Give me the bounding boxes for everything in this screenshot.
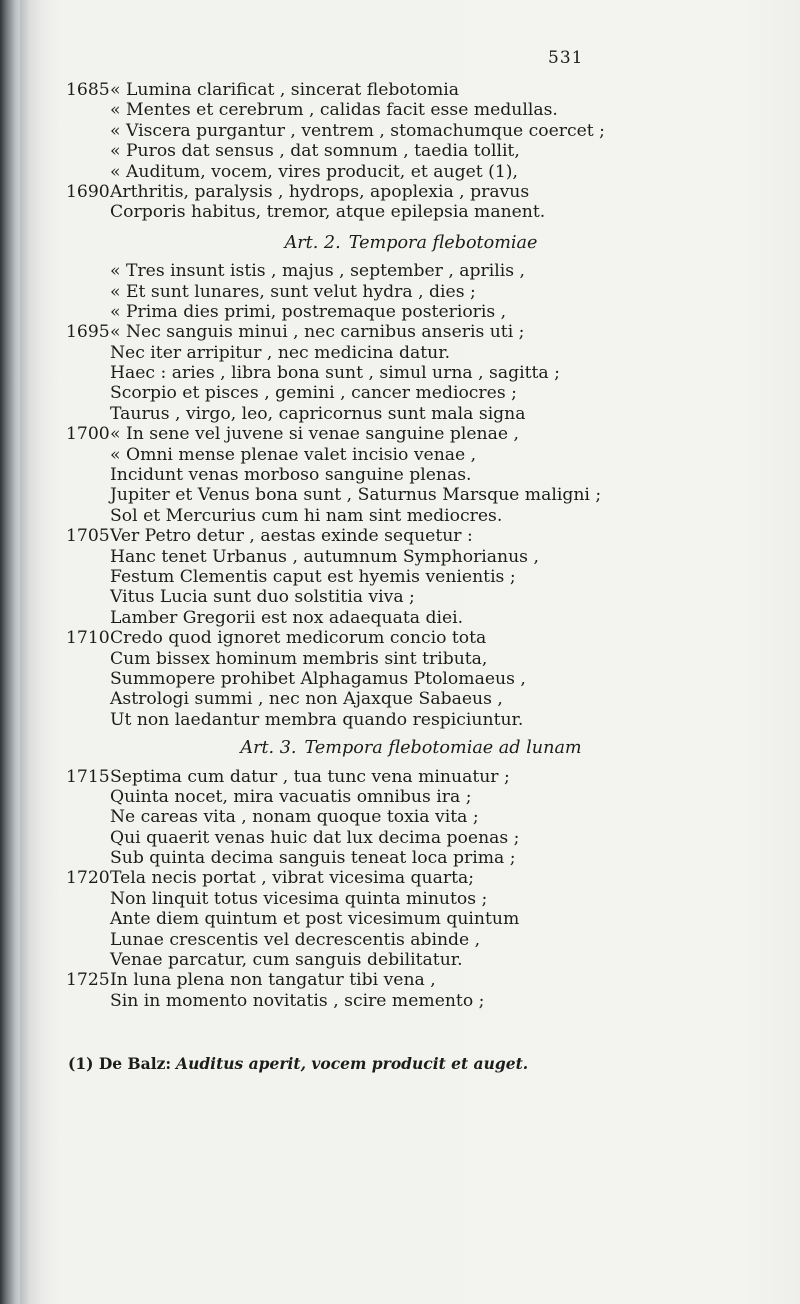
verse-line bbox=[66, 363, 756, 383]
verse-line bbox=[66, 202, 756, 222]
verse-line bbox=[66, 506, 756, 526]
section-heading bbox=[66, 738, 756, 758]
verse-text: Lunae crescentis vel decrescentis abinde , bbox=[110, 929, 481, 950]
footnote-text: Auditus aperit, vocem producit et auget. bbox=[176, 1054, 529, 1073]
verse-text: Ver Petro detur , aestas exinde sequetur : bbox=[110, 526, 473, 547]
verse-text: Non linquit totus vicesima quinta minutos ; bbox=[110, 888, 488, 909]
verse-line bbox=[66, 80, 756, 100]
verse-line bbox=[66, 343, 756, 363]
verse-text: Ut non laedantur membra quando respiciuntur. bbox=[110, 709, 524, 730]
verse-text: Corporis habitus, tremor, atque epilepsia manent. bbox=[110, 202, 546, 223]
binding-shadow bbox=[20, 0, 42, 1304]
line-number bbox=[66, 445, 110, 465]
footnote bbox=[68, 1054, 528, 1073]
line-number bbox=[66, 465, 110, 485]
line-number bbox=[66, 787, 110, 807]
verse-line bbox=[66, 669, 756, 689]
verse-text: Hanc tenet Urbanus , autumnum Symphorianus , bbox=[110, 546, 539, 567]
verse-text: Venae parcatur, cum sanguis debilitatur. bbox=[110, 950, 463, 971]
section-heading-title: Tempora flebotomiae bbox=[348, 232, 538, 253]
line-number: 1715 bbox=[66, 766, 110, 787]
verse-line bbox=[66, 828, 756, 848]
verse-text: Arthritis, paralysis , hydrops, apoplexia , pravus bbox=[110, 181, 530, 202]
verse-text: Incidunt venas morboso sanguine plenas. bbox=[110, 465, 472, 486]
verse-line bbox=[66, 767, 756, 787]
verse-text: « Viscera purgantur , ventrem , stomachumque coercet ; bbox=[110, 120, 605, 141]
verse-text: Ne careas vita , nonam quoque toxia vita ; bbox=[110, 807, 479, 828]
verse-line bbox=[66, 587, 756, 607]
verse-line bbox=[66, 628, 756, 648]
line-number bbox=[66, 302, 110, 322]
verse-line bbox=[66, 710, 756, 730]
poem-text bbox=[66, 80, 756, 1011]
verse-text: « Prima dies primi, postremaque posterioris , bbox=[110, 301, 507, 322]
verse-text: Cum bissex hominum membris sint tributa, bbox=[110, 648, 488, 669]
verse-text: Quinta nocet, mira vacuatis omnibus ira ; bbox=[110, 786, 472, 807]
verse-text: Astrologi summi , nec non Ajaxque Sabaeus , bbox=[110, 689, 503, 710]
verse-line bbox=[66, 526, 756, 546]
verse-line bbox=[66, 848, 756, 868]
verse-text: Sin in momento novitatis , scire memento ; bbox=[110, 990, 485, 1011]
verse-line bbox=[66, 807, 756, 827]
verse-line bbox=[66, 649, 756, 669]
verse-line bbox=[66, 567, 756, 587]
section-heading-label: Art. 2. bbox=[284, 232, 341, 253]
line-number: 1685 bbox=[66, 80, 110, 100]
line-number bbox=[66, 282, 110, 302]
verse-text: Jupiter et Venus bona sunt , Saturnus Marsque maligni ; bbox=[110, 485, 602, 506]
line-number: 1695 bbox=[66, 322, 110, 343]
verse-text: « Et sunt lunares, sunt velut hydra , dies ; bbox=[110, 281, 476, 302]
verse-line bbox=[66, 100, 756, 120]
line-number: 1725 bbox=[66, 970, 110, 991]
line-number bbox=[66, 547, 110, 567]
line-number bbox=[66, 848, 110, 868]
verse-text: Sub quinta decima sanguis teneat loca prima ; bbox=[110, 848, 516, 869]
verse-line bbox=[66, 121, 756, 141]
line-number bbox=[66, 261, 110, 281]
verse-text: Ante diem quintum et post vicesimum quintum bbox=[110, 909, 520, 930]
verse-line bbox=[66, 889, 756, 909]
line-number: 1710 bbox=[66, 628, 110, 649]
verse-text: « Auditum, vocem, vires producit, et auget (1), bbox=[110, 161, 518, 182]
verse-text: Festum Clementis caput est hyemis venientis ; bbox=[110, 567, 516, 587]
verse-line bbox=[66, 868, 756, 888]
verse-line bbox=[66, 465, 756, 485]
verse-line bbox=[66, 970, 756, 990]
verse-text: « Puros dat sensus , dat somnum , taedia tollit, bbox=[110, 141, 520, 162]
verse-text: Scorpio et pisces , gemini , cancer mediocres ; bbox=[110, 383, 517, 404]
line-number bbox=[66, 828, 110, 848]
verse-line bbox=[66, 930, 756, 950]
line-number bbox=[66, 710, 110, 730]
verse-line bbox=[66, 689, 756, 709]
line-number bbox=[66, 889, 110, 909]
verse-line bbox=[66, 950, 756, 970]
verse-text: Nec iter arripitur , nec medicina datur. bbox=[110, 342, 451, 363]
verse-line bbox=[66, 404, 756, 424]
verse-line bbox=[66, 383, 756, 403]
verse-line bbox=[66, 608, 756, 628]
verse-line bbox=[66, 162, 756, 182]
verse-line bbox=[66, 141, 756, 161]
page-number: 531 bbox=[548, 48, 584, 68]
verse-line bbox=[66, 322, 756, 342]
verse-text: Vitus Lucia sunt duo solstitia viva ; bbox=[110, 587, 415, 608]
verse-line bbox=[66, 302, 756, 322]
line-number bbox=[66, 343, 110, 363]
verse-text: Sol et Mercurius cum hi nam sint mediocres. bbox=[110, 505, 503, 526]
section-heading-title: Tempora flebotomiae ad lunam bbox=[304, 738, 582, 759]
verse-text: Credo quod ignoret medicorum concio tota bbox=[110, 628, 487, 649]
line-number bbox=[66, 567, 110, 587]
verse-text: Qui quaerit venas huic dat lux decima poenas ; bbox=[110, 827, 520, 848]
line-number bbox=[66, 950, 110, 970]
line-number bbox=[66, 485, 110, 505]
line-number bbox=[66, 383, 110, 403]
verse-text: « Lumina clarificat , sincerat flebotomia bbox=[110, 80, 460, 100]
verse-text: « Nec sanguis minui , nec carnibus anseris uti ; bbox=[110, 322, 525, 343]
verse-line bbox=[66, 485, 756, 505]
verse-text: « In sene vel juvene si venae sanguine plenae , bbox=[110, 424, 519, 445]
line-number bbox=[66, 506, 110, 526]
line-number: 1705 bbox=[66, 526, 110, 547]
line-number bbox=[66, 404, 110, 424]
verse-line bbox=[66, 182, 756, 202]
verse-text: Tela necis portat , vibrat vicesima quarta; bbox=[110, 868, 475, 889]
section-heading-label: Art. 3. bbox=[240, 738, 297, 759]
verse-line bbox=[66, 445, 756, 465]
line-number bbox=[66, 930, 110, 950]
verse-text: Taurus , virgo, leo, capricornus sunt mala signa bbox=[110, 403, 526, 424]
line-number: 1700 bbox=[66, 424, 110, 445]
line-number: 1690 bbox=[66, 181, 110, 202]
line-number bbox=[66, 121, 110, 141]
line-number bbox=[66, 669, 110, 689]
verse-text: Haec : aries , libra bona sunt , simul urna , sagitta ; bbox=[110, 363, 560, 384]
line-number bbox=[66, 162, 110, 182]
verse-line bbox=[66, 991, 756, 1011]
line-number bbox=[66, 608, 110, 628]
line-number bbox=[66, 587, 110, 607]
line-number bbox=[66, 100, 110, 120]
line-number bbox=[66, 649, 110, 669]
line-number bbox=[66, 141, 110, 161]
verse-line bbox=[66, 282, 756, 302]
verse-text: In luna plena non tangatur tibi vena , bbox=[110, 970, 436, 991]
line-number bbox=[66, 689, 110, 709]
verse-text: « Tres insunt istis , majus , september , aprilis , bbox=[110, 261, 525, 282]
line-number bbox=[66, 363, 110, 383]
verse-text: « Omni mense plenae valet incisio venae , bbox=[110, 444, 477, 465]
verse-line bbox=[66, 261, 756, 281]
line-number bbox=[66, 991, 110, 1011]
verse-text: Lamber Gregorii est nox adaequata diei. bbox=[110, 607, 464, 628]
verse-line bbox=[66, 909, 756, 929]
verse-line bbox=[66, 547, 756, 567]
verse-line bbox=[66, 424, 756, 444]
line-number bbox=[66, 909, 110, 929]
line-number bbox=[66, 807, 110, 827]
line-number bbox=[66, 202, 110, 222]
verse-text: « Mentes et cerebrum , calidas facit esse medullas. bbox=[110, 100, 558, 121]
verse-line bbox=[66, 787, 756, 807]
section-heading bbox=[66, 233, 756, 253]
verse-text: Summopere prohibet Alphagamus Ptolomaeus , bbox=[110, 668, 526, 689]
footnote-ref: (1) De Balz: bbox=[68, 1054, 172, 1073]
line-number: 1720 bbox=[66, 868, 110, 889]
verse-text: Septima cum datur , tua tunc vena minuatur ; bbox=[110, 766, 510, 787]
